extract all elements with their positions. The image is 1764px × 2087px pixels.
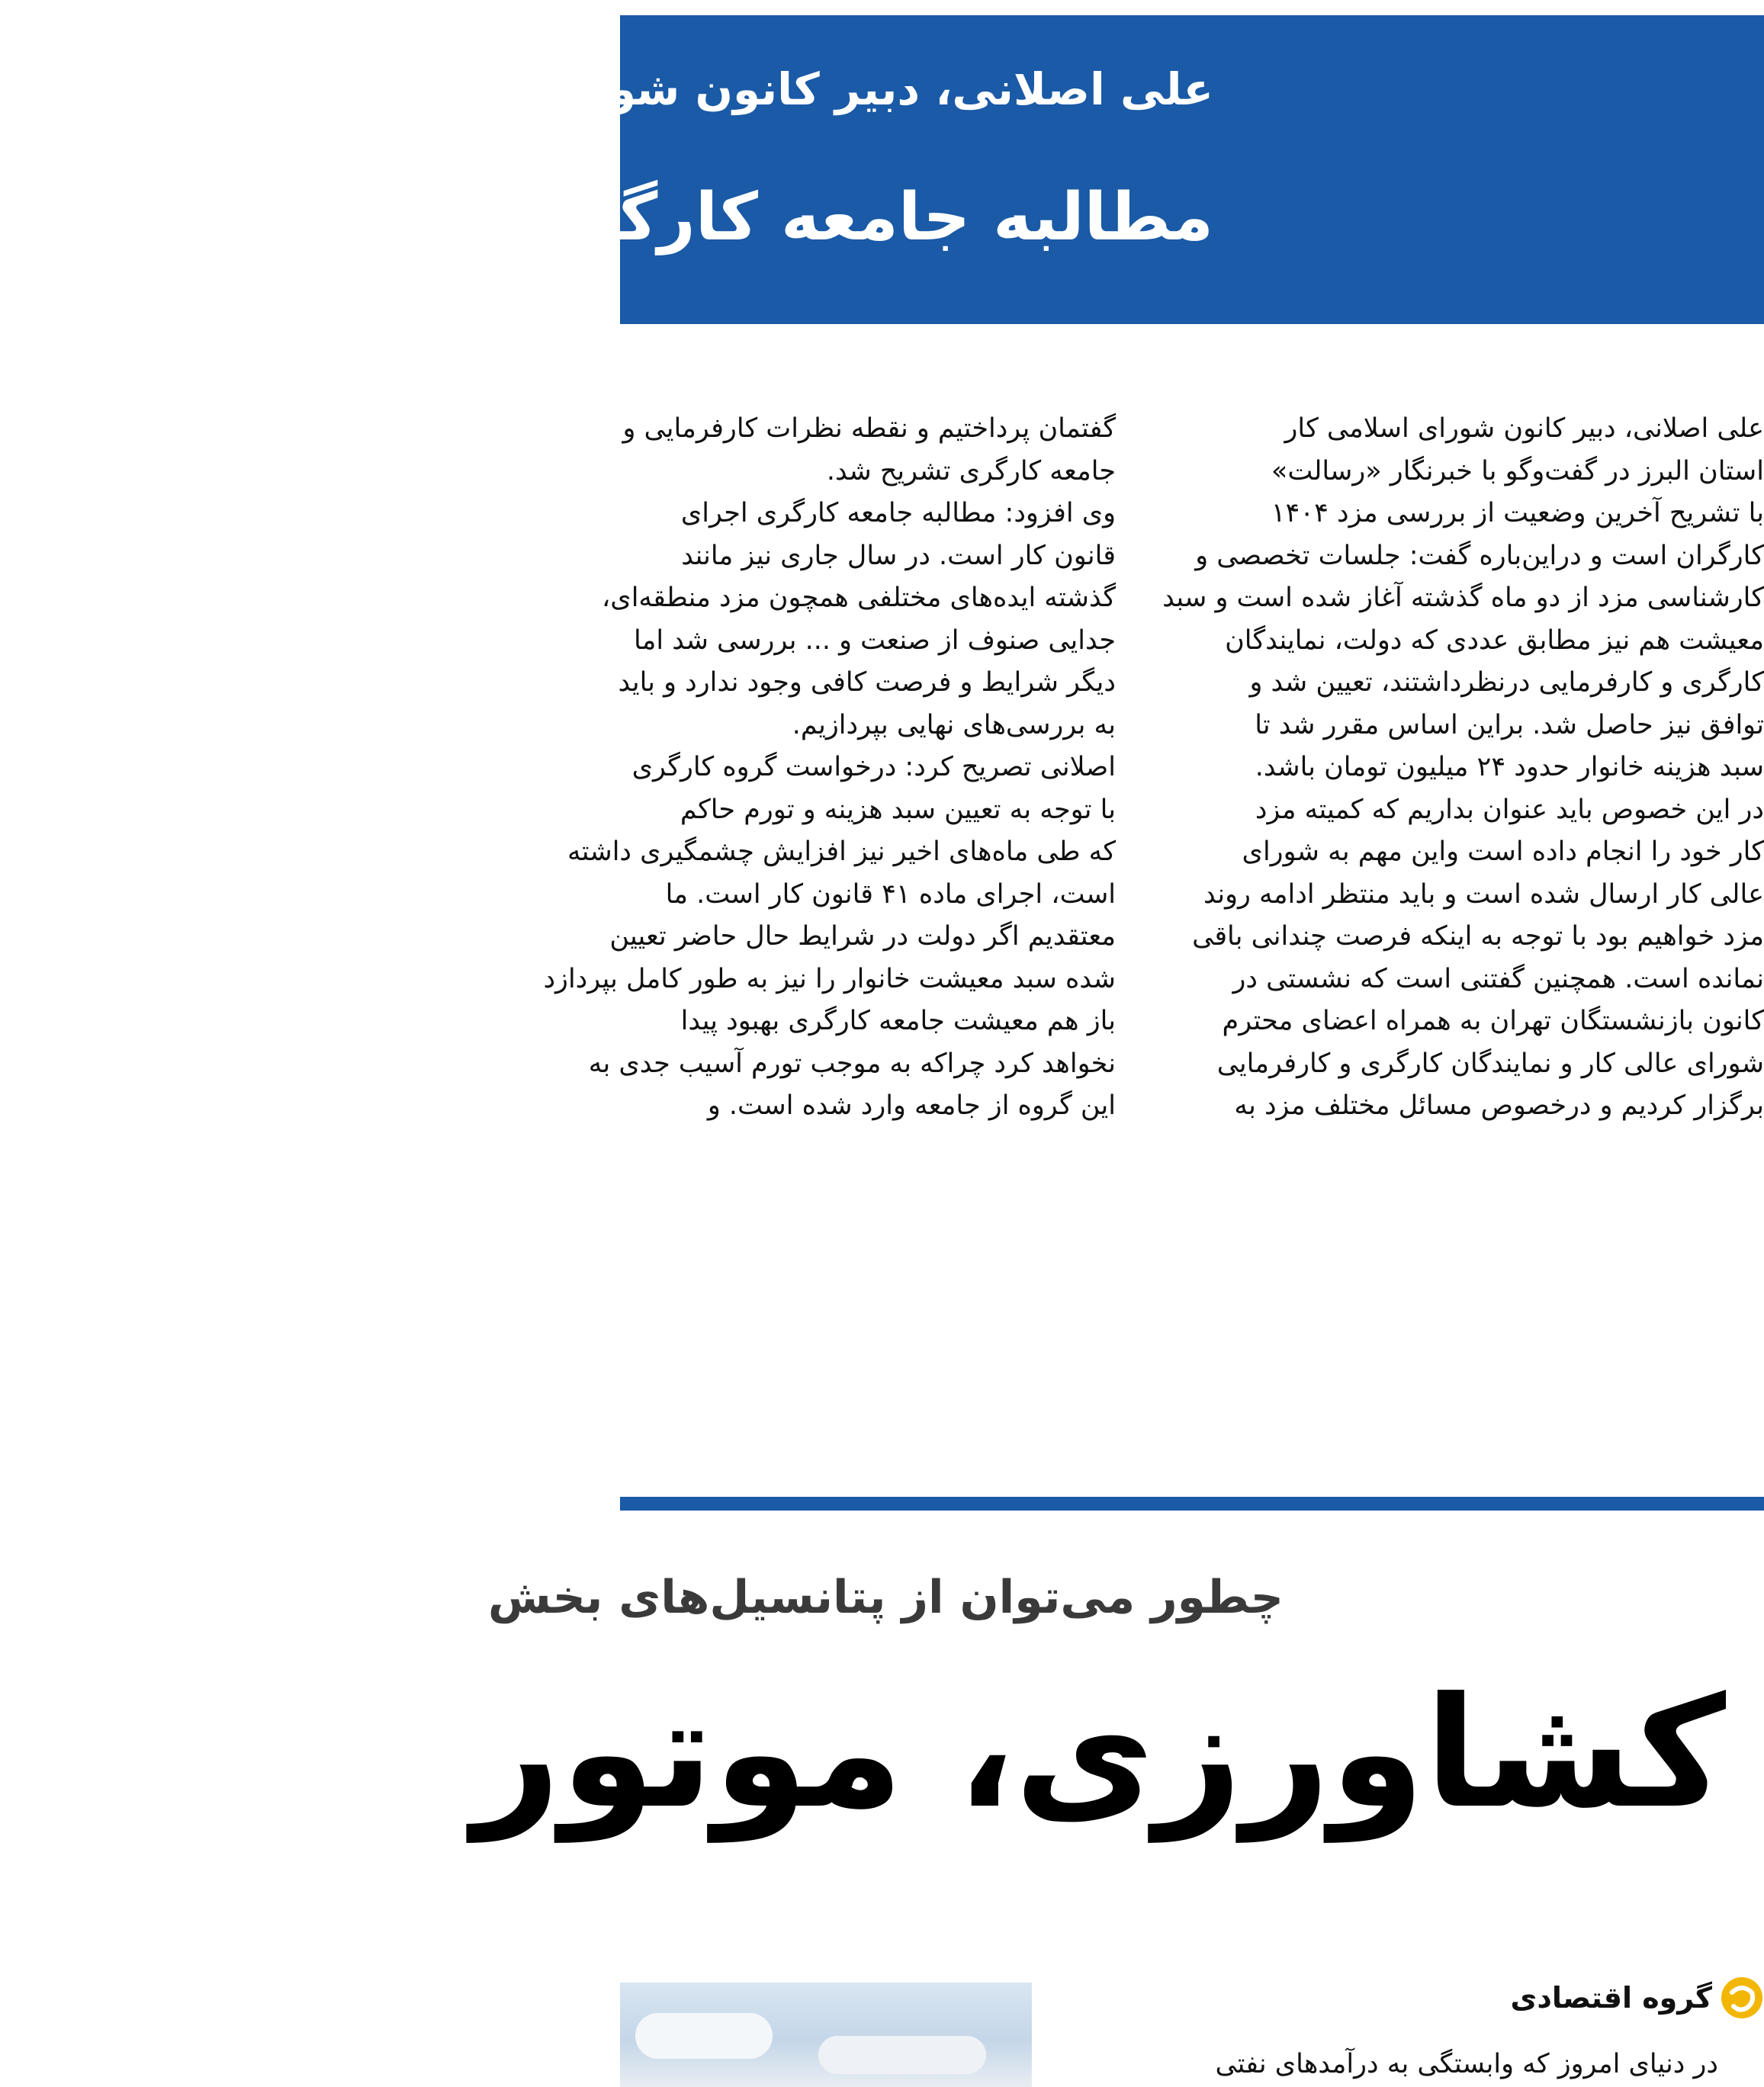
text-line: نخواهد کرد چراکه به موجب تورم آسیب جدی به <box>588 1048 1116 1079</box>
text-line: دیگر شرایط و فرصت کافی وجود ندارد و باید <box>618 667 1116 698</box>
text-line: شورای عالی کار و نمایندگان کارگری و کارفرمایی <box>1216 1048 1764 1079</box>
text-line: کارگران است و دراین‌باره گفت: جلسات تخصصی و <box>1195 540 1764 571</box>
photo-cloud <box>818 2036 986 2074</box>
text-line: برگزار کردیم و درخصوص مسائل مختلف مزد به <box>1234 1090 1764 1121</box>
text-line: در این خصوص باید عنوان بداریم که کمیته مزد <box>1255 794 1764 825</box>
article2-kicker: چطور می‌توان از پتانسیل‌های بخش <box>487 1571 1284 1624</box>
section-divider <box>620 1497 1764 1511</box>
text-line: معتقدیم اگر دولت در شرایط حال حاضر تعیین <box>609 921 1116 952</box>
text-line: با تشریح آخرین وضعیت از بررسی مزد ۱۴۰۴ <box>1271 498 1764 528</box>
text-line: جامعه کارگری تشریح شد. <box>826 455 1116 486</box>
text-line: وی افزود: مطالبه جامعه کارگری اجرای <box>680 498 1116 528</box>
text-line: است، اجرای ماده ۴۱ قانون کار است. ما <box>665 878 1116 910</box>
byline-text: گروه اقتصادی <box>1510 1981 1712 2015</box>
text-line: توافق نیز حاصل شد. براین اساس مقرر شد تا <box>1255 709 1764 740</box>
headline-banner <box>0 15 1764 324</box>
text-line: استان البرز در گفت‌وگو با خبرنگار «رسالت» <box>1271 455 1764 486</box>
text-line: گفتمان پرداختیم و نقطه نظرات کارفرمایی و <box>622 413 1116 444</box>
text-line: کارگری و کارفرمایی درنظرداشتند، تعیین شد و <box>1249 667 1764 698</box>
text-line: که طی ماه‌های اخیر نیز افزایش چشمگیری داشته <box>567 836 1116 867</box>
article-photo <box>620 1983 1032 2087</box>
text-line: اصلانی تصریح کرد: درخواست گروه کارگری <box>631 752 1116 782</box>
text-line: شده سبد معیشت خانوار را نیز به طور کامل بپردازد <box>543 963 1116 994</box>
text-line: کار خود را انجام داده است واین مهم به شورای <box>1242 836 1764 867</box>
text-line: قانون کار است. در سال جاری نیز مانند <box>681 540 1116 571</box>
article2-title: کشاورزی، موتور <box>472 1665 1726 1842</box>
text-line: این گروه از جامعه وارد شده است. و <box>707 1090 1116 1121</box>
text-line: کانون بازنشستگان تهران به همراه اعضای محترم <box>1222 1006 1764 1036</box>
text-line: کارشناسی مزد از دو ماه گذشته آغاز شده است و سبد <box>1162 583 1764 613</box>
text-line: عالی کار ارسال شده است و باید منتظر ادامه روند <box>1203 878 1764 910</box>
article-column-right <box>1162 408 1764 1475</box>
resalat-logo-icon <box>1720 1976 1764 2020</box>
article2-body-snippet: در دنیای امروز که وابستگی به درآمدهای نفتی <box>1215 2049 1718 2079</box>
article-column-left <box>543 408 1116 1475</box>
text-line: نمانده است. همچنین گفتنی است که نشستی در <box>1232 963 1764 994</box>
text-line: سبد هزینه خانوار حدود ۲۴ میلیون تومان باشد. <box>1255 752 1764 782</box>
byline <box>1421 1971 1764 2024</box>
banner-kicker: علی اصلانی، دبیر کانون شورای اسلامی کار استان البرز <box>0 63 1213 115</box>
text-line: به بررسی‌های نهایی بپردازیم. <box>792 709 1116 740</box>
text-line: مزد خواهیم بود با توجه به اینکه فرصت چندانی باقی <box>1192 921 1764 952</box>
text-line: معیشت هم نیز مطابق عددی که دولت، نمایندگان <box>1225 624 1764 656</box>
text-line: باز هم معیشت جامعه کارگری بهبود پیدا <box>680 1006 1116 1036</box>
banner-title: مطالبه جامعه کارگری <box>518 179 1213 255</box>
text-line: علی اصلانی، دبیر کانون شورای اسلامی کار <box>1284 413 1764 444</box>
text-line: جدایی صنوف از صنعت و ... بررسی شد اما <box>633 624 1116 656</box>
text-line: با توجه به تعیین سبد هزینه و تورم حاکم <box>680 794 1116 825</box>
text-line: گذشته ایده‌های مختلفی همچون مزد منطقه‌ای، <box>602 583 1116 613</box>
photo-cloud <box>635 2013 773 2059</box>
